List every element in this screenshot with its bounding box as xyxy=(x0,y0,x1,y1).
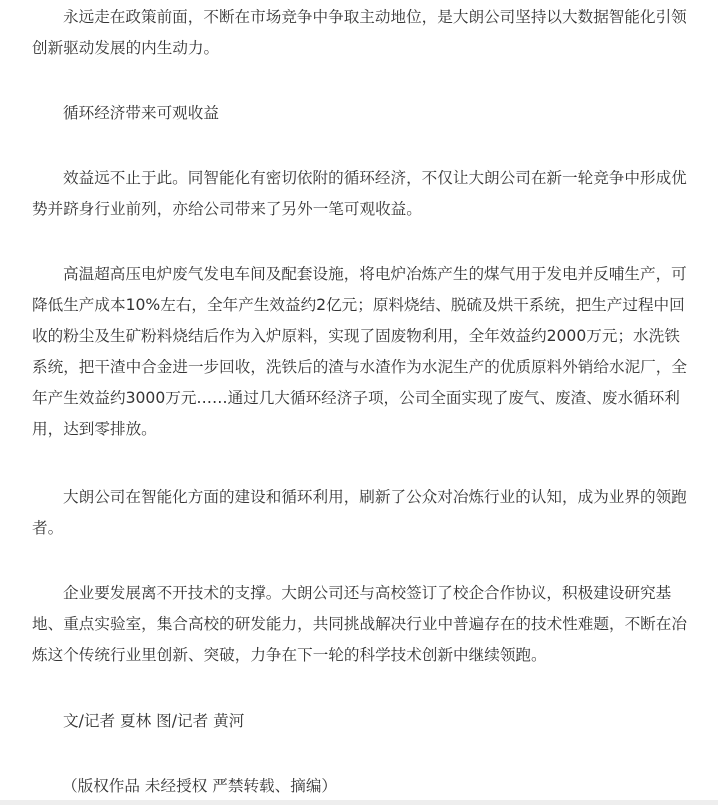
paragraph-facilities: 高温超高压电炉废气发电车间及配套设施，将电炉冶炼产生的煤气用于发电并反哺生产，可降低生产成本10%左右，全年产生效益约2亿元；原料烧结、脱硫及烘干系统，把生产过程中回收的粉尘及生矿粉料烧结后作为入炉原料，实现了固废物利用，全年效益约2000万元；水洗铁系统，把干渣中合金进一步回收，洗铁后的渣与水渣作为水泥生产的优质原料外销给水泥厂，全年产生效益约3000万元……通过几大循环经济子项，公司全面实现了废气、废渣、废水循环利用，达到零排放。 xyxy=(32,265,687,438)
byline: 文/记者 夏林 图/记者 黄河 xyxy=(63,712,245,730)
bottom-divider xyxy=(0,800,718,805)
paragraph-tech: 企业要发展离不开技术的支撑。大朗公司还与高校签订了校企合作协议，积极建设研究基地、重点实验室，集合高校的研发能力，共同挑战解决行业中普遍存在的技术性难题，不断在冶炼这个传统行业里创新、突破，力争在下一轮的科学技术创新中继续领跑。 xyxy=(32,584,687,664)
copyright-notice: （版权作品 未经授权 严禁转载、摘编） xyxy=(62,777,338,795)
section-heading: 循环经济带来可观收益 xyxy=(63,104,219,122)
paragraph-leader: 大朗公司在智能化方面的建设和循环利用，刷新了公众对冶炼行业的认知，成为业界的领跑者。 xyxy=(32,488,687,537)
paragraph-benefit: 效益远不止于此。同智能化有密切依附的循环经济，不仅让大朗公司在新一轮竞争中形成优势并跻身行业前列，亦给公司带来了另外一笔可观收益。 xyxy=(32,169,687,218)
paragraph-intro: 永远走在政策前面，不断在市场竞争中争取主动地位，是大朗公司坚持以大数据智能化引领创新驱动发展的内生动力。 xyxy=(32,8,687,57)
